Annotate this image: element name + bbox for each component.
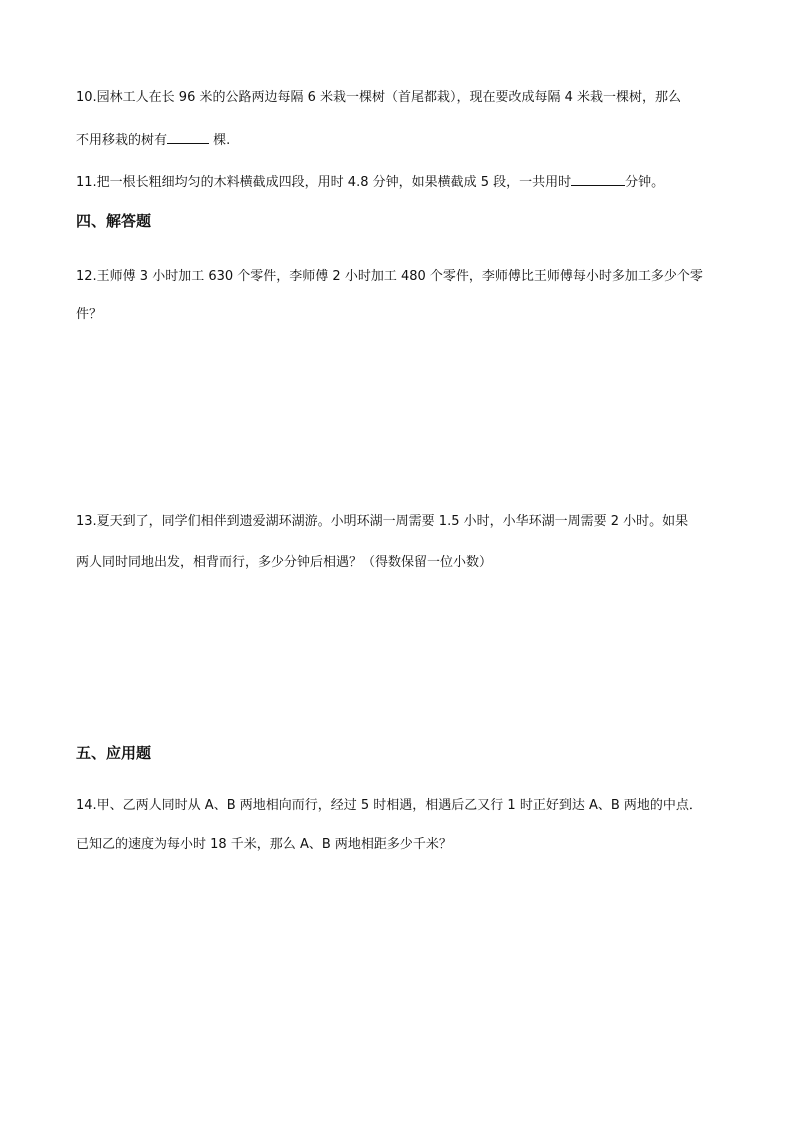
section-heading-5: 五、应用题 bbox=[76, 744, 152, 762]
question-13-line-2: 两人同时同地出发，相背而行，多少分钟后相遇？（得数保留一位小数） bbox=[76, 555, 493, 570]
question-10-line-1: 10.园林工人在长 96 米的公路两边每隔 6 米栽一棵树（首尾都栽），现在要改成每隔 4 米栽一棵树，那么 bbox=[76, 90, 682, 105]
answer-blank-11[interactable] bbox=[571, 172, 625, 186]
question-10-text-before-blank: 不用移栽的树有 bbox=[76, 133, 168, 148]
question-10-line-2 bbox=[76, 130, 230, 150]
section-heading-4: 四、解答题 bbox=[76, 212, 152, 230]
question-14-line-2: 已知乙的速度为每小时 18 千米，那么 A、B 两地相距多少千米？ bbox=[76, 837, 452, 852]
answer-blank-10[interactable] bbox=[167, 130, 209, 144]
question-11 bbox=[76, 172, 664, 192]
question-14-line-1: 14.甲、乙两人同时从 A、B 两地相向而行，经过 5 时相遇，相遇后乙又行 1 时正好到达 A、B 两地的中点． bbox=[76, 798, 702, 813]
question-12-line-2: 件？ bbox=[76, 307, 103, 322]
question-13-line-1: 13.夏天到了，同学们相伴到遗爱湖环湖游。小明环湖一周需要 1.5 小时，小华环湖一周需要 2 小时。如果 bbox=[76, 514, 689, 529]
question-11-text-before-blank: 11.把一根长粗细均匀的木料横截成四段，用时 4.8 分钟，如果横截成 5 段，一共用时 bbox=[76, 175, 572, 190]
question-12-line-1: 12.王师傅 3 小时加工 630 个零件，李师傅 2 小时加工 480 个零件，李师傅比王师傅每小时多加工多少个零 bbox=[76, 269, 703, 284]
question-11-text-after-blank: 分钟。 bbox=[625, 175, 665, 190]
question-10-text-after-blank: 棵. bbox=[209, 133, 231, 148]
